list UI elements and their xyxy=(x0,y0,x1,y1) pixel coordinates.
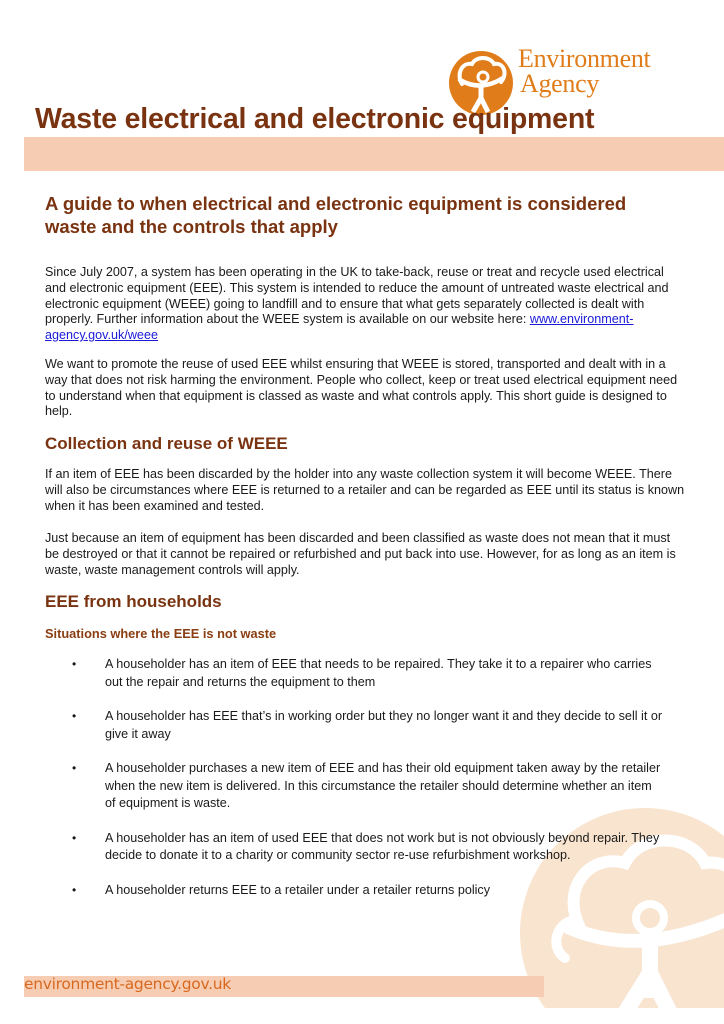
not-waste-subheading: Situations where the EEE is not waste xyxy=(45,626,277,641)
list-item xyxy=(45,656,665,691)
intro-paragraph-1-text: Since July 2007, a system has been operating in the UK to take-back, reuse or treat and recycle used electrical and electronic equipment (EEE). This system is intended to reduce the amount of untreated waste electrical and electronic equipment (WEEE) going to landfill and to ensure that what gets separately collected is dealt with properly. Further information about the WEEE system is available on our website here: xyxy=(45,265,669,327)
bullet-icon: • xyxy=(72,830,77,845)
list-item-text: A householder has an item of EEE that needs to be repaired. They take it to a repairer who carries out the repair and returns the equipment to them xyxy=(105,657,652,689)
logo-wordmark xyxy=(518,46,650,96)
list-item-text: A householder purchases a new item of EEE and has their old equipment taken away by the retailer when the new item is delivered. In this circumstance the retailer should determine whether an item of equipment is waste. xyxy=(105,761,661,810)
list-item xyxy=(45,760,665,813)
list-item-text: A householder has an item of used EEE that does not work but is not obviously beyond repair. They decide to donate it to a charity or community sector re-use refurbishment workshop. xyxy=(105,830,660,862)
list-item-text: A householder has EEE that’s in working order but they no longer want it and they decide to sell it or give it away xyxy=(105,709,663,741)
bullet-icon: • xyxy=(72,657,77,671)
not-waste-list xyxy=(45,656,665,899)
weee-website-link[interactable]: www.environment-agency.gov.uk/weee xyxy=(45,312,634,343)
list-item xyxy=(45,708,665,743)
document-subtitle: A guide to when electrical and electronic equipment is considered waste and the controls that apply xyxy=(45,193,627,237)
intro-paragraph-2: We want to promote the reuse of used EEE whilst ensuring that WEEE is stored, transported and dealt with in a way that does not risk harming the environment. People who collect, keep or treat used electrical equipment need to understand when that equipment is classed as waste and what controls apply. This short guide is designed to help. xyxy=(45,357,678,419)
intro-paragraph-1 xyxy=(45,265,685,344)
collection-paragraph-1: If an item of EEE has been discarded by the holder into any waste collection system it will become WEEE. There will also be circumstances where EEE is returned to a retailer and can be regarded as EEE until its status is known when it has been examined and tested. xyxy=(45,467,685,513)
bullet-icon: • xyxy=(72,882,77,897)
list-item xyxy=(45,830,665,865)
footer-url: environment-agency.gov.uk xyxy=(24,975,231,993)
collection-paragraph-2: Just because an item of equipment has been discarded and been classified as waste does not mean that it must be destroyed or that it cannot be repaired or refurbished and put back into use. However, for as long as an item is waste, waste management controls will apply. xyxy=(45,531,676,577)
logo-line-environment: Environment xyxy=(518,44,651,73)
list-item xyxy=(45,882,665,900)
logo-line-agency: Agency xyxy=(520,69,600,98)
collection-heading: Collection and reuse of WEEE xyxy=(45,434,288,453)
bullet-icon: • xyxy=(72,709,77,723)
households-heading: EEE from households xyxy=(45,592,222,611)
list-item-text: A householder returns EEE to a retailer under a retailer returns policy xyxy=(105,882,491,897)
header-band xyxy=(24,137,724,171)
environment-agency-logo xyxy=(448,44,678,104)
bullet-icon: • xyxy=(72,761,77,775)
page-title: Waste electrical and electronic equipment xyxy=(35,103,595,135)
